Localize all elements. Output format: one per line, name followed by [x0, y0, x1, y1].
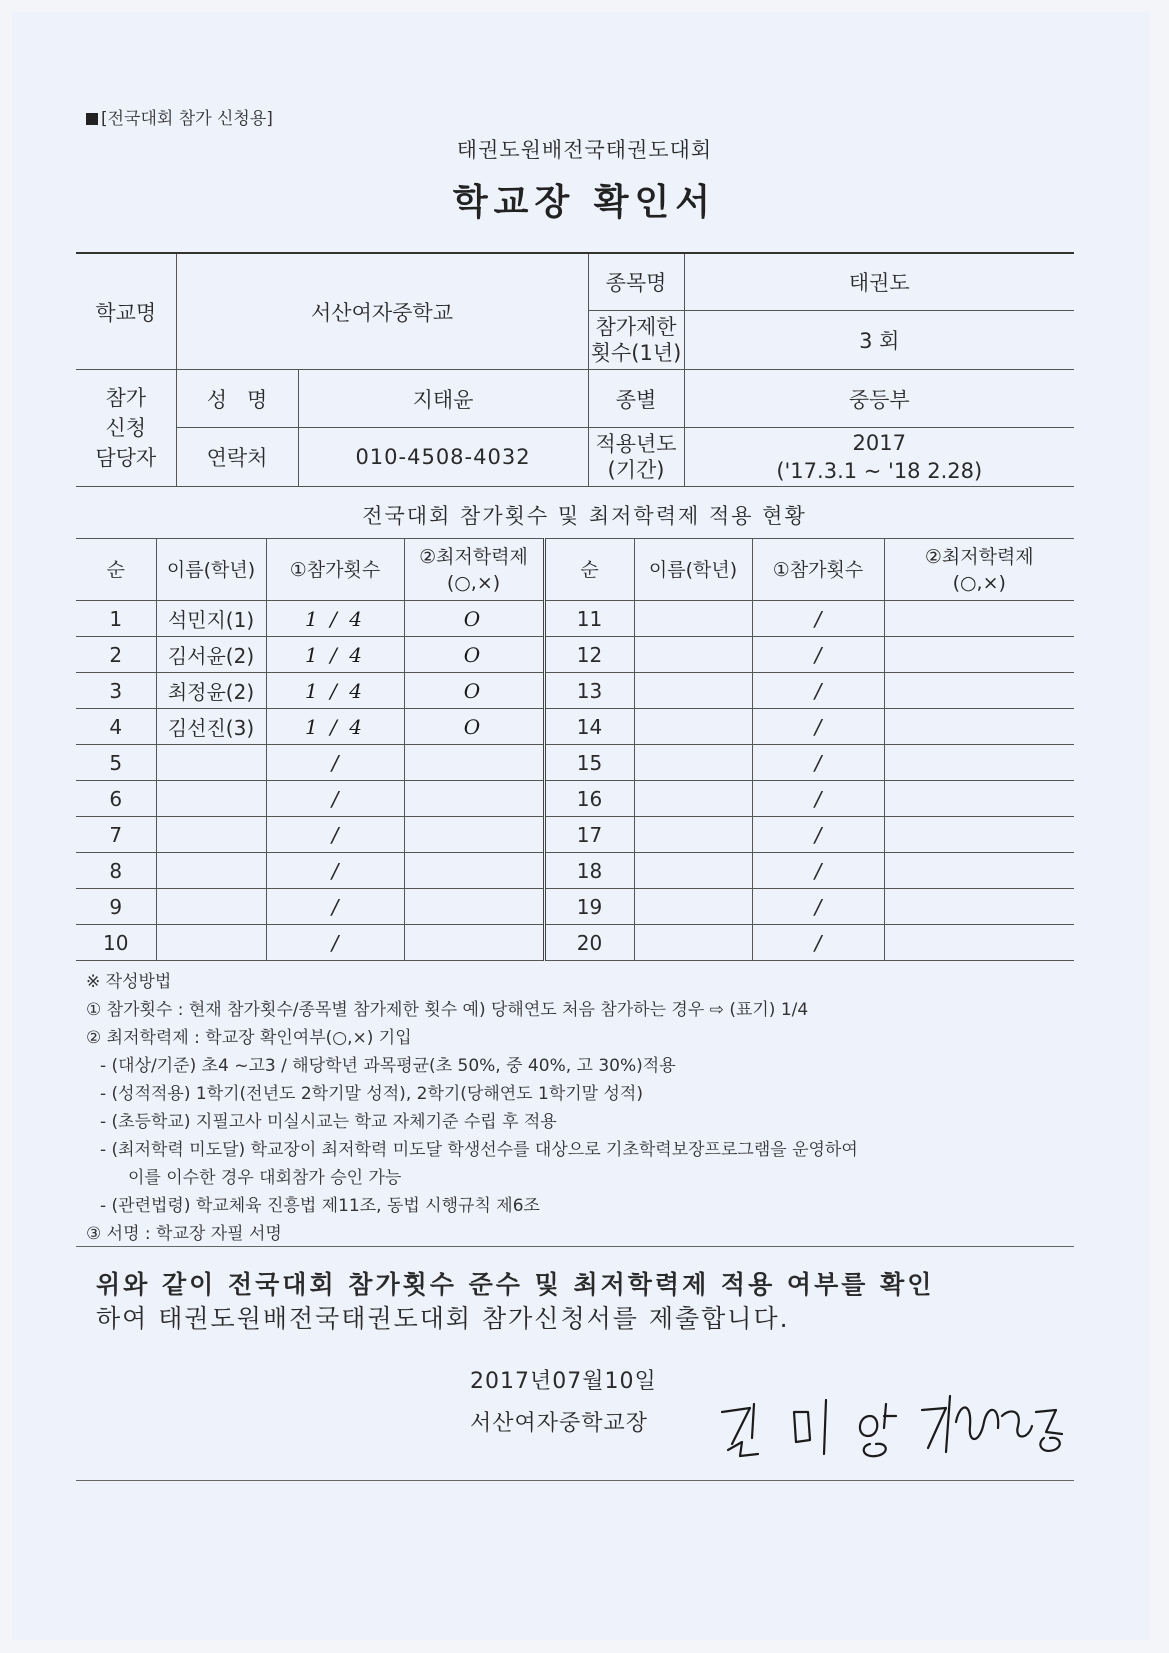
- participation-count: /: [752, 601, 884, 637]
- participation-count: /: [752, 853, 884, 889]
- signature-stroke: [946, 1396, 950, 1452]
- participation-count: /: [266, 745, 404, 781]
- participation-count: /: [266, 817, 404, 853]
- row-number: 4: [76, 709, 156, 745]
- signature-stroke: [860, 1416, 877, 1436]
- note-2e: - (관련법령) 학교체육 진흥법 제11조, 동법 시행규칙 제6조: [100, 1196, 540, 1216]
- year-value-cell: [684, 428, 1074, 487]
- row-number: 14: [544, 709, 634, 745]
- row-number: 20: [544, 925, 634, 961]
- student-name: [634, 673, 752, 709]
- signature-stroke: [922, 1408, 946, 1448]
- student-name: [634, 925, 752, 961]
- table-row: [76, 853, 1074, 889]
- participation-table: [76, 538, 1074, 961]
- applicant-label-line1: 참가: [105, 386, 147, 410]
- note-2: ② 최저학력제 : 학교장 확인여부(○,×) 기입: [86, 1028, 412, 1048]
- signature-stroke: [824, 1400, 826, 1454]
- min-academic-check: [884, 781, 1074, 817]
- signature-stroke: [794, 1412, 810, 1442]
- min-academic-check: O: [404, 709, 544, 745]
- competition-name: 태권도원배전국태권도대회: [456, 138, 713, 162]
- student-name: 석민지(1): [156, 601, 266, 637]
- min-academic-check: [884, 817, 1074, 853]
- name-label: 성 명: [176, 370, 298, 428]
- confirmation-line2: 하여 태권도원배전국태권도대회 참가신청서를 제출합니다.: [96, 1304, 790, 1333]
- note-2b: - (성적적용) 1학기(전년도 2학기말 성적), 2학기(당해연도 1학기말 성적): [100, 1084, 643, 1104]
- info-table: [76, 252, 1074, 487]
- min-academic-check: [884, 673, 1074, 709]
- signature-stroke: [1040, 1438, 1059, 1451]
- min-academic-check: [884, 709, 1074, 745]
- student-name: 김서윤(2): [156, 637, 266, 673]
- table-header-row: [76, 539, 1074, 601]
- header-no-right: 순: [544, 539, 634, 601]
- table-row: [76, 673, 1074, 709]
- participation-count: 1 / 4: [266, 673, 404, 709]
- table-row: [76, 637, 1074, 673]
- event-value: 태권도: [684, 253, 1074, 311]
- participation-count: 1 / 4: [266, 709, 404, 745]
- participation-count: /: [266, 853, 404, 889]
- row-number: 17: [544, 817, 634, 853]
- division-label: 종별: [588, 370, 684, 428]
- student-name: [634, 817, 752, 853]
- participation-table-body: [76, 539, 1074, 961]
- applicant-label-line2: 신청: [105, 416, 147, 440]
- year-label: [588, 428, 684, 487]
- table-row: [76, 601, 1074, 637]
- row-number: 7: [76, 817, 156, 853]
- min-academic-check: [404, 925, 544, 961]
- note-2c: - (초등학교) 지필고사 미실시교는 학교 자체기준 수립 후 적용: [100, 1112, 557, 1132]
- row-number: 2: [76, 637, 156, 673]
- min-academic-check: [884, 745, 1074, 781]
- row-number: 1: [76, 601, 156, 637]
- participation-count: /: [752, 673, 884, 709]
- min-academic-check: [404, 817, 544, 853]
- header-min-right-line1: ②최저학력제: [924, 545, 1034, 568]
- min-academic-check: [884, 853, 1074, 889]
- applicant-label-line3: 담당자: [95, 446, 157, 470]
- document-title: 학교장 확인서: [452, 182, 717, 223]
- participation-count: /: [266, 889, 404, 925]
- note-3: ③ 서명 : 학교장 자필 서명: [86, 1224, 282, 1244]
- header-name: 이름(학년): [156, 539, 266, 601]
- header-min-line1: ②최저학력제: [419, 545, 528, 568]
- row-number: 11: [544, 601, 634, 637]
- header-min: [404, 539, 544, 601]
- divider-top: [76, 1246, 1074, 1247]
- student-name: [634, 889, 752, 925]
- student-name: [156, 781, 266, 817]
- student-name: [634, 637, 752, 673]
- student-name: [156, 889, 266, 925]
- date: 2017년07월10일: [470, 1369, 657, 1394]
- participation-count: 1 / 4: [266, 601, 404, 637]
- row-number: 3: [76, 673, 156, 709]
- table-row: [76, 925, 1074, 961]
- form-tag-text: [전국대회 참가 신청용]: [101, 109, 273, 129]
- table-row: [76, 817, 1074, 853]
- min-academic-check: O: [404, 601, 544, 637]
- limit-label-line2: 횟수(1년): [590, 341, 682, 365]
- form-tag: [86, 104, 273, 129]
- participation-count: /: [266, 781, 404, 817]
- school-name: 서산여자중학교: [176, 253, 588, 370]
- participation-count: /: [752, 637, 884, 673]
- row-number: 18: [544, 853, 634, 889]
- table-row: [76, 745, 1074, 781]
- period-value: ('17.3.1 ~ '18 2.28): [776, 459, 983, 483]
- signature-stroke: [722, 1408, 750, 1444]
- row-number: 15: [544, 745, 634, 781]
- student-name: 최정윤(2): [156, 673, 266, 709]
- notes-heading: ※ 작성방법: [86, 972, 172, 992]
- student-name: [156, 925, 266, 961]
- handwritten-signature: [710, 1382, 1070, 1462]
- signature-stroke: [864, 1444, 886, 1456]
- row-number: 13: [544, 673, 634, 709]
- student-name: [634, 709, 752, 745]
- header-no: 순: [76, 539, 156, 601]
- student-name: [634, 853, 752, 889]
- school-label: 학교명: [76, 253, 176, 370]
- participation-count: /: [752, 745, 884, 781]
- note-1: ① 참가횟수 : 현재 참가횟수/종목별 참가제한 횟수 예) 당해연도 처음 참가하는 경우 ⇨ (표기) 1/4: [86, 1000, 809, 1020]
- header-count: ①참가횟수: [266, 539, 404, 601]
- table-row: [76, 709, 1074, 745]
- min-academic-check: O: [404, 673, 544, 709]
- header-name-right: 이름(학년): [634, 539, 752, 601]
- signature-stroke: [752, 1404, 754, 1438]
- student-name: [634, 601, 752, 637]
- principal-title: 서산여자중학교장: [470, 1411, 649, 1436]
- contact-label: 연락처: [176, 428, 298, 487]
- min-academic-check: [404, 745, 544, 781]
- year-label-line1: 적용년도: [595, 432, 677, 456]
- event-label: 종목명: [588, 253, 684, 311]
- limit-value: 3 회: [684, 311, 1074, 370]
- row-number: 6: [76, 781, 156, 817]
- contact-value: 010-4508-4032: [298, 428, 588, 487]
- min-academic-check: [884, 601, 1074, 637]
- student-name: [634, 745, 752, 781]
- note-2d: - (최저학력 미도달) 학교장이 최저학력 미도달 학생선수를 대상으로 기초학력보장프로그램을 운영하여: [100, 1140, 858, 1160]
- row-number: 9: [76, 889, 156, 925]
- year-label-line2: (기간): [607, 458, 665, 482]
- division-value: 중등부: [684, 370, 1074, 428]
- status-section-title: 전국대회 참가횟수 및 최저학력제 적용 현황: [362, 504, 807, 528]
- square-bullet-icon: [86, 113, 98, 125]
- min-academic-check: [404, 853, 544, 889]
- min-academic-check: [404, 781, 544, 817]
- confirmation-statement: [96, 1268, 1076, 1336]
- divider-bottom: [76, 1480, 1074, 1481]
- name-value: 지태윤: [298, 370, 588, 428]
- note-2d-cont: 이를 이수한 경우 대회참가 승인 가능: [128, 1168, 402, 1188]
- table-row: [76, 781, 1074, 817]
- row-number: 12: [544, 637, 634, 673]
- row-number: 19: [544, 889, 634, 925]
- participation-count: /: [752, 925, 884, 961]
- min-academic-check: [404, 889, 544, 925]
- header-min-right-line2: (○,×): [952, 571, 1006, 594]
- signature-stroke: [1002, 1411, 1032, 1436]
- signature-stroke: [956, 1407, 998, 1439]
- header-count-right: ①참가횟수: [752, 539, 884, 601]
- row-number: 8: [76, 853, 156, 889]
- student-name: 김선진(3): [156, 709, 266, 745]
- participation-count: /: [752, 709, 884, 745]
- participation-count: /: [752, 781, 884, 817]
- participation-count: /: [752, 817, 884, 853]
- table-row: [76, 889, 1074, 925]
- limit-label: [588, 311, 684, 370]
- header-min-line2: (○,×): [446, 571, 501, 594]
- signature-stroke: [1036, 1410, 1062, 1434]
- student-name: [156, 745, 266, 781]
- student-name: [156, 853, 266, 889]
- year-value: 2017: [852, 431, 906, 455]
- participation-count: 1 / 4: [266, 637, 404, 673]
- instructions: [86, 968, 1086, 1248]
- student-name: [156, 817, 266, 853]
- min-academic-check: [884, 637, 1074, 673]
- note-2a: - (대상/기준) 초4 ~고3 / 해당학년 과목평균(초 50%, 중 40%, 고 30%)적용: [100, 1056, 676, 1076]
- participation-count: /: [266, 925, 404, 961]
- row-number: 10: [76, 925, 156, 961]
- applicant-label: [76, 370, 176, 487]
- signature-stroke: [884, 1404, 896, 1428]
- participation-count: /: [752, 889, 884, 925]
- header-min-right: [884, 539, 1074, 601]
- min-academic-check: [884, 889, 1074, 925]
- min-academic-check: O: [404, 637, 544, 673]
- row-number: 16: [544, 781, 634, 817]
- student-name: [634, 781, 752, 817]
- row-number: 5: [76, 745, 156, 781]
- confirmation-line1: 위와 같이 전국대회 참가횟수 준수 및 최저학력제 적용 여부를 확인: [96, 1270, 935, 1299]
- limit-label-line1: 참가제한: [595, 315, 677, 339]
- min-academic-check: [884, 925, 1074, 961]
